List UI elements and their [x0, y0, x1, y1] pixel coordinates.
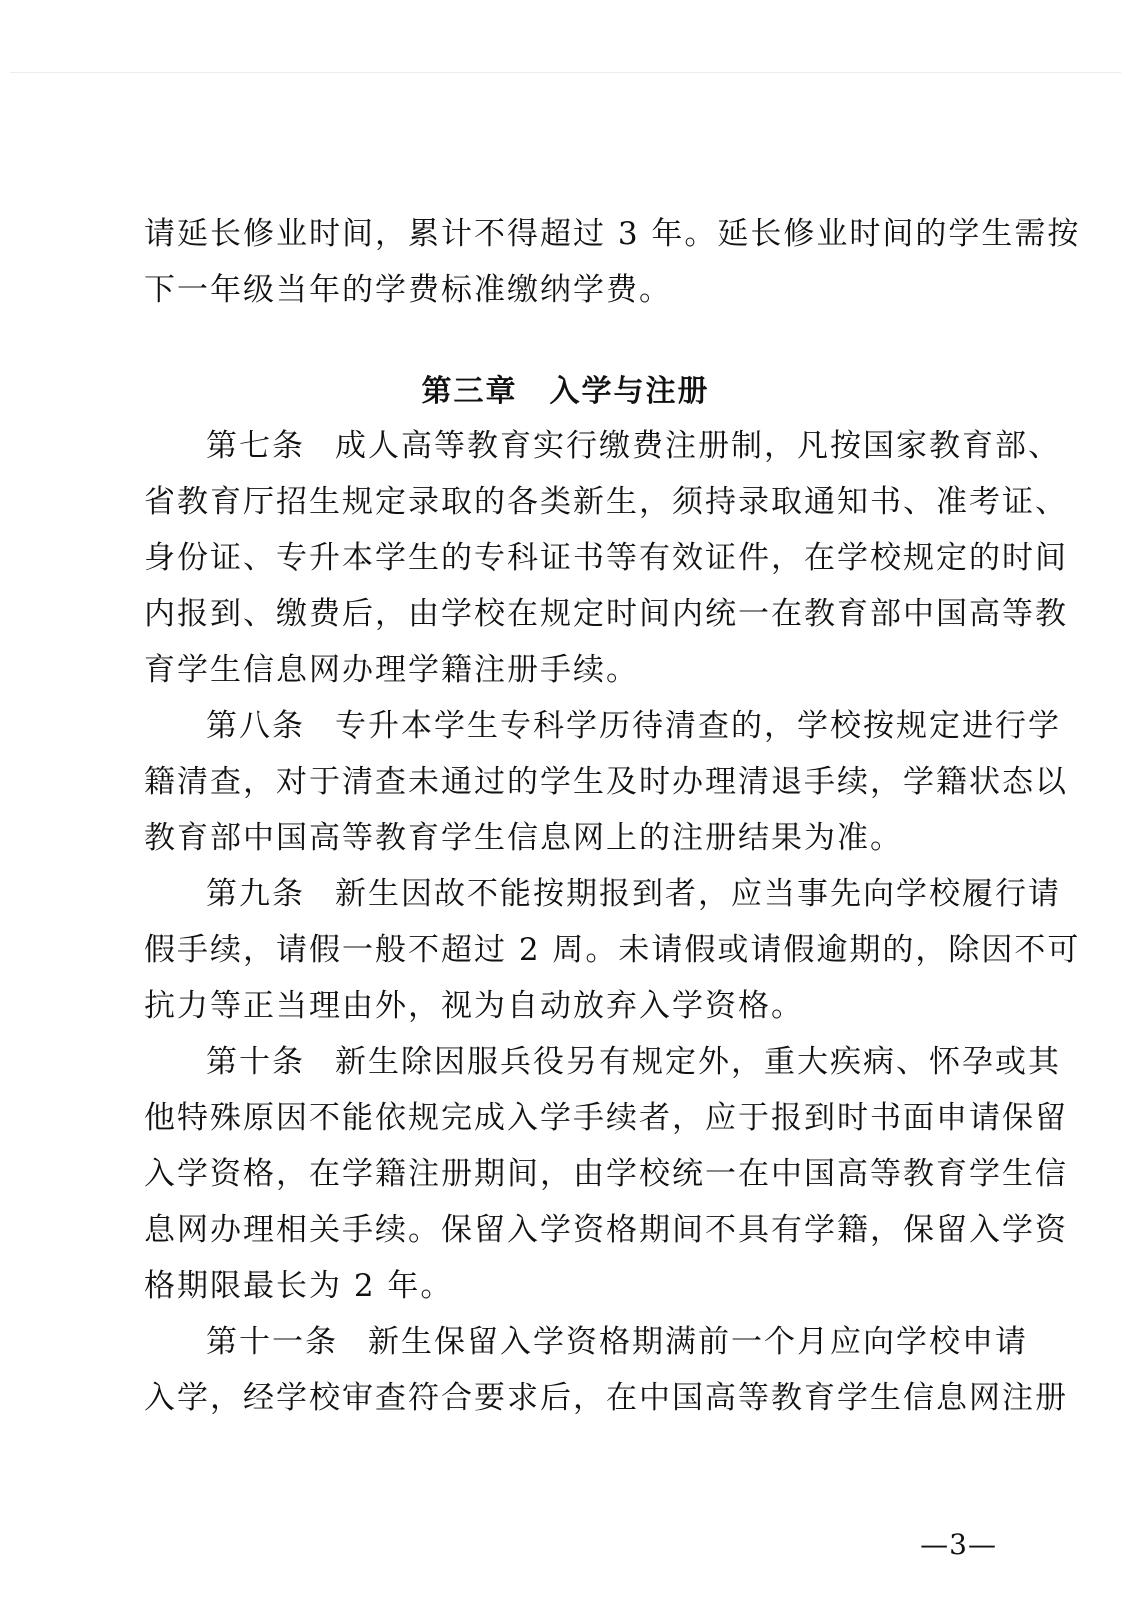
- article-text: 成人高等教育实行缴费注册制，凡按国家教育部、: [335, 428, 1061, 464]
- paragraph-line: 教育部中国高等教育学生信息网上的注册结果为准。: [144, 820, 903, 856]
- article-first-line: [144, 698, 1061, 754]
- paragraph-line: 抗力等正当理由外，视为自动放弃入学资格。: [144, 988, 804, 1024]
- page-number: —3—: [920, 1528, 997, 1561]
- article-text: 新生除因服兵役另有规定外，重大疾病、怀孕或其: [335, 1044, 1061, 1080]
- article-first-line: [144, 1034, 1061, 1090]
- article-label: 第八条: [206, 708, 305, 744]
- paragraph-line: 他特殊原因不能依规完成入学手续者，应于报到时书面申请保留: [144, 1100, 1068, 1136]
- paragraph-line: 请延长修业时间，累计不得超过 3 年。延长修业时间的学生需按: [144, 216, 1081, 252]
- top-divider: [10, 72, 1121, 73]
- article-first-line: [144, 1314, 1028, 1370]
- paragraph-line: 假手续，请假一般不超过 2 周。未请假或请假逾期的，除因不可: [144, 932, 1081, 968]
- articles-block: [144, 418, 1081, 1426]
- article-label: 第七条: [206, 428, 305, 464]
- article-text: 新生保留入学资格期满前一个月应向学校申请: [368, 1324, 1028, 1360]
- paragraph-line: 省教育厅招生规定录取的各类新生，须持录取通知书、准考证、: [144, 484, 1068, 520]
- article-label: 第十条: [206, 1044, 305, 1080]
- paragraph-line: 育学生信息网办理学籍注册手续。: [144, 652, 639, 688]
- paragraph-line: 身份证、专升本学生的专科证书等有效证件，在学校规定的时间: [144, 540, 1068, 576]
- paragraph-line: 入学资格，在学籍注册期间，由学校统一在中国高等教育学生信: [144, 1156, 1068, 1192]
- article-label: 第九条: [206, 876, 305, 912]
- paragraph-line: 内报到、缴费后，由学校在规定时间内统一在教育部中国高等教: [144, 596, 1068, 632]
- chapter-title: 入学与注册: [549, 374, 710, 409]
- continuation-block: [144, 206, 1081, 318]
- article-first-line: [144, 866, 1061, 922]
- chapter-number: 第三章: [421, 374, 518, 409]
- paragraph-line: 下一年级当年的学费标准缴纳学费。: [144, 272, 672, 308]
- chapter-heading: [0, 370, 1131, 414]
- article-text: 新生因故不能按期报到者，应当事先向学校履行请: [335, 876, 1061, 912]
- paragraph-line: 格期限最长为 2 年。: [144, 1268, 454, 1304]
- paragraph-line: 籍清查，对于清查未通过的学生及时办理清退手续，学籍状态以: [144, 764, 1068, 800]
- paragraph-line: 息网办理相关手续。保留入学资格期间不具有学籍，保留入学资: [144, 1212, 1068, 1248]
- article-label: 第十一条: [206, 1324, 338, 1360]
- article-text: 专升本学生专科学历待清查的，学校按规定进行学: [335, 708, 1061, 744]
- paragraph-line: 入学，经学校审查符合要求后，在中国高等教育学生信息网注册: [144, 1380, 1068, 1416]
- article-first-line: [144, 418, 1061, 474]
